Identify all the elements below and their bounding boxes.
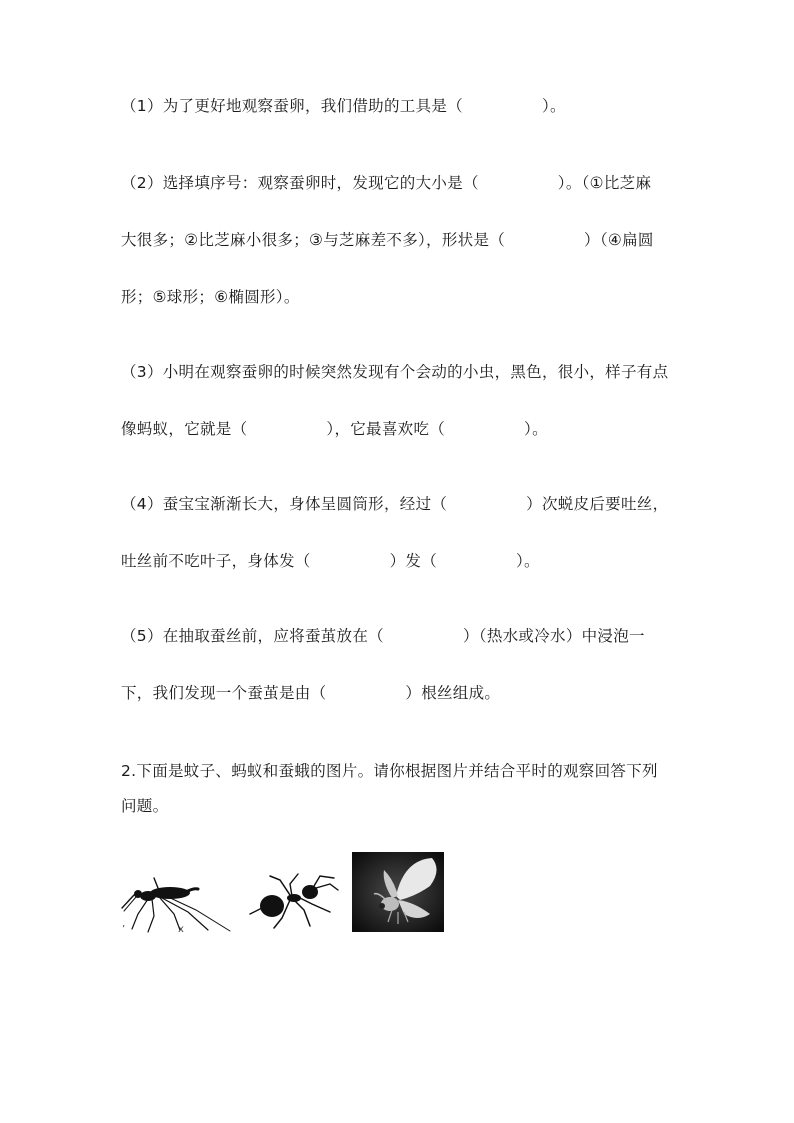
silkmoth-image	[352, 852, 444, 932]
q2-line-3: 形；⑤球形；⑥椭圆形）。	[121, 288, 300, 306]
ant-image	[246, 868, 342, 930]
svg-text:’: ’	[122, 924, 126, 934]
mosquito-image	[118, 874, 236, 934]
q5-line-1: （5）在抽取蚕丝前，应将蚕茧放在（ ）（热水或冷水）中浸泡一	[121, 627, 645, 645]
question-2-line-2: 问题。	[121, 797, 169, 815]
q2-line-2: 大很多；②比芝麻小很多；③与芝麻差不多），形状是（ ）（④扁圆	[121, 231, 654, 249]
svg-text:x: x	[178, 924, 184, 934]
q3-line-1: （3）小明在观察蚕卵的时候突然发现有个会动的小虫，黑色，很小，样子有点	[121, 363, 669, 381]
q1-line-1: （1）为了更好地观察蚕卵，我们借助的工具是（ ）。	[121, 97, 566, 115]
insect-pictures	[118, 852, 448, 934]
q4-line-1: （4）蚕宝宝渐渐长大，身体呈圆筒形，经过（ ）次蜕皮后要吐丝，	[121, 495, 669, 513]
q2-line-1: （2）选择填序号：观察蚕卵时，发现它的大小是（ ）。（①比芝麻	[121, 174, 652, 192]
q4-line-2: 吐丝前不吃叶子，身体发（ ）发（ ）。	[121, 552, 540, 570]
question-2-line-1: 2.下面是蚊子、蚂蚁和蚕蛾的图片。请你根据图片并结合平时的观察回答下列	[121, 762, 658, 780]
q5-line-2: 下，我们发现一个蚕茧是由（ ）根丝组成。	[121, 684, 501, 702]
q3-line-2: 像蚂蚁，它就是（ ），它最喜欢吃（ ）。	[121, 420, 548, 438]
